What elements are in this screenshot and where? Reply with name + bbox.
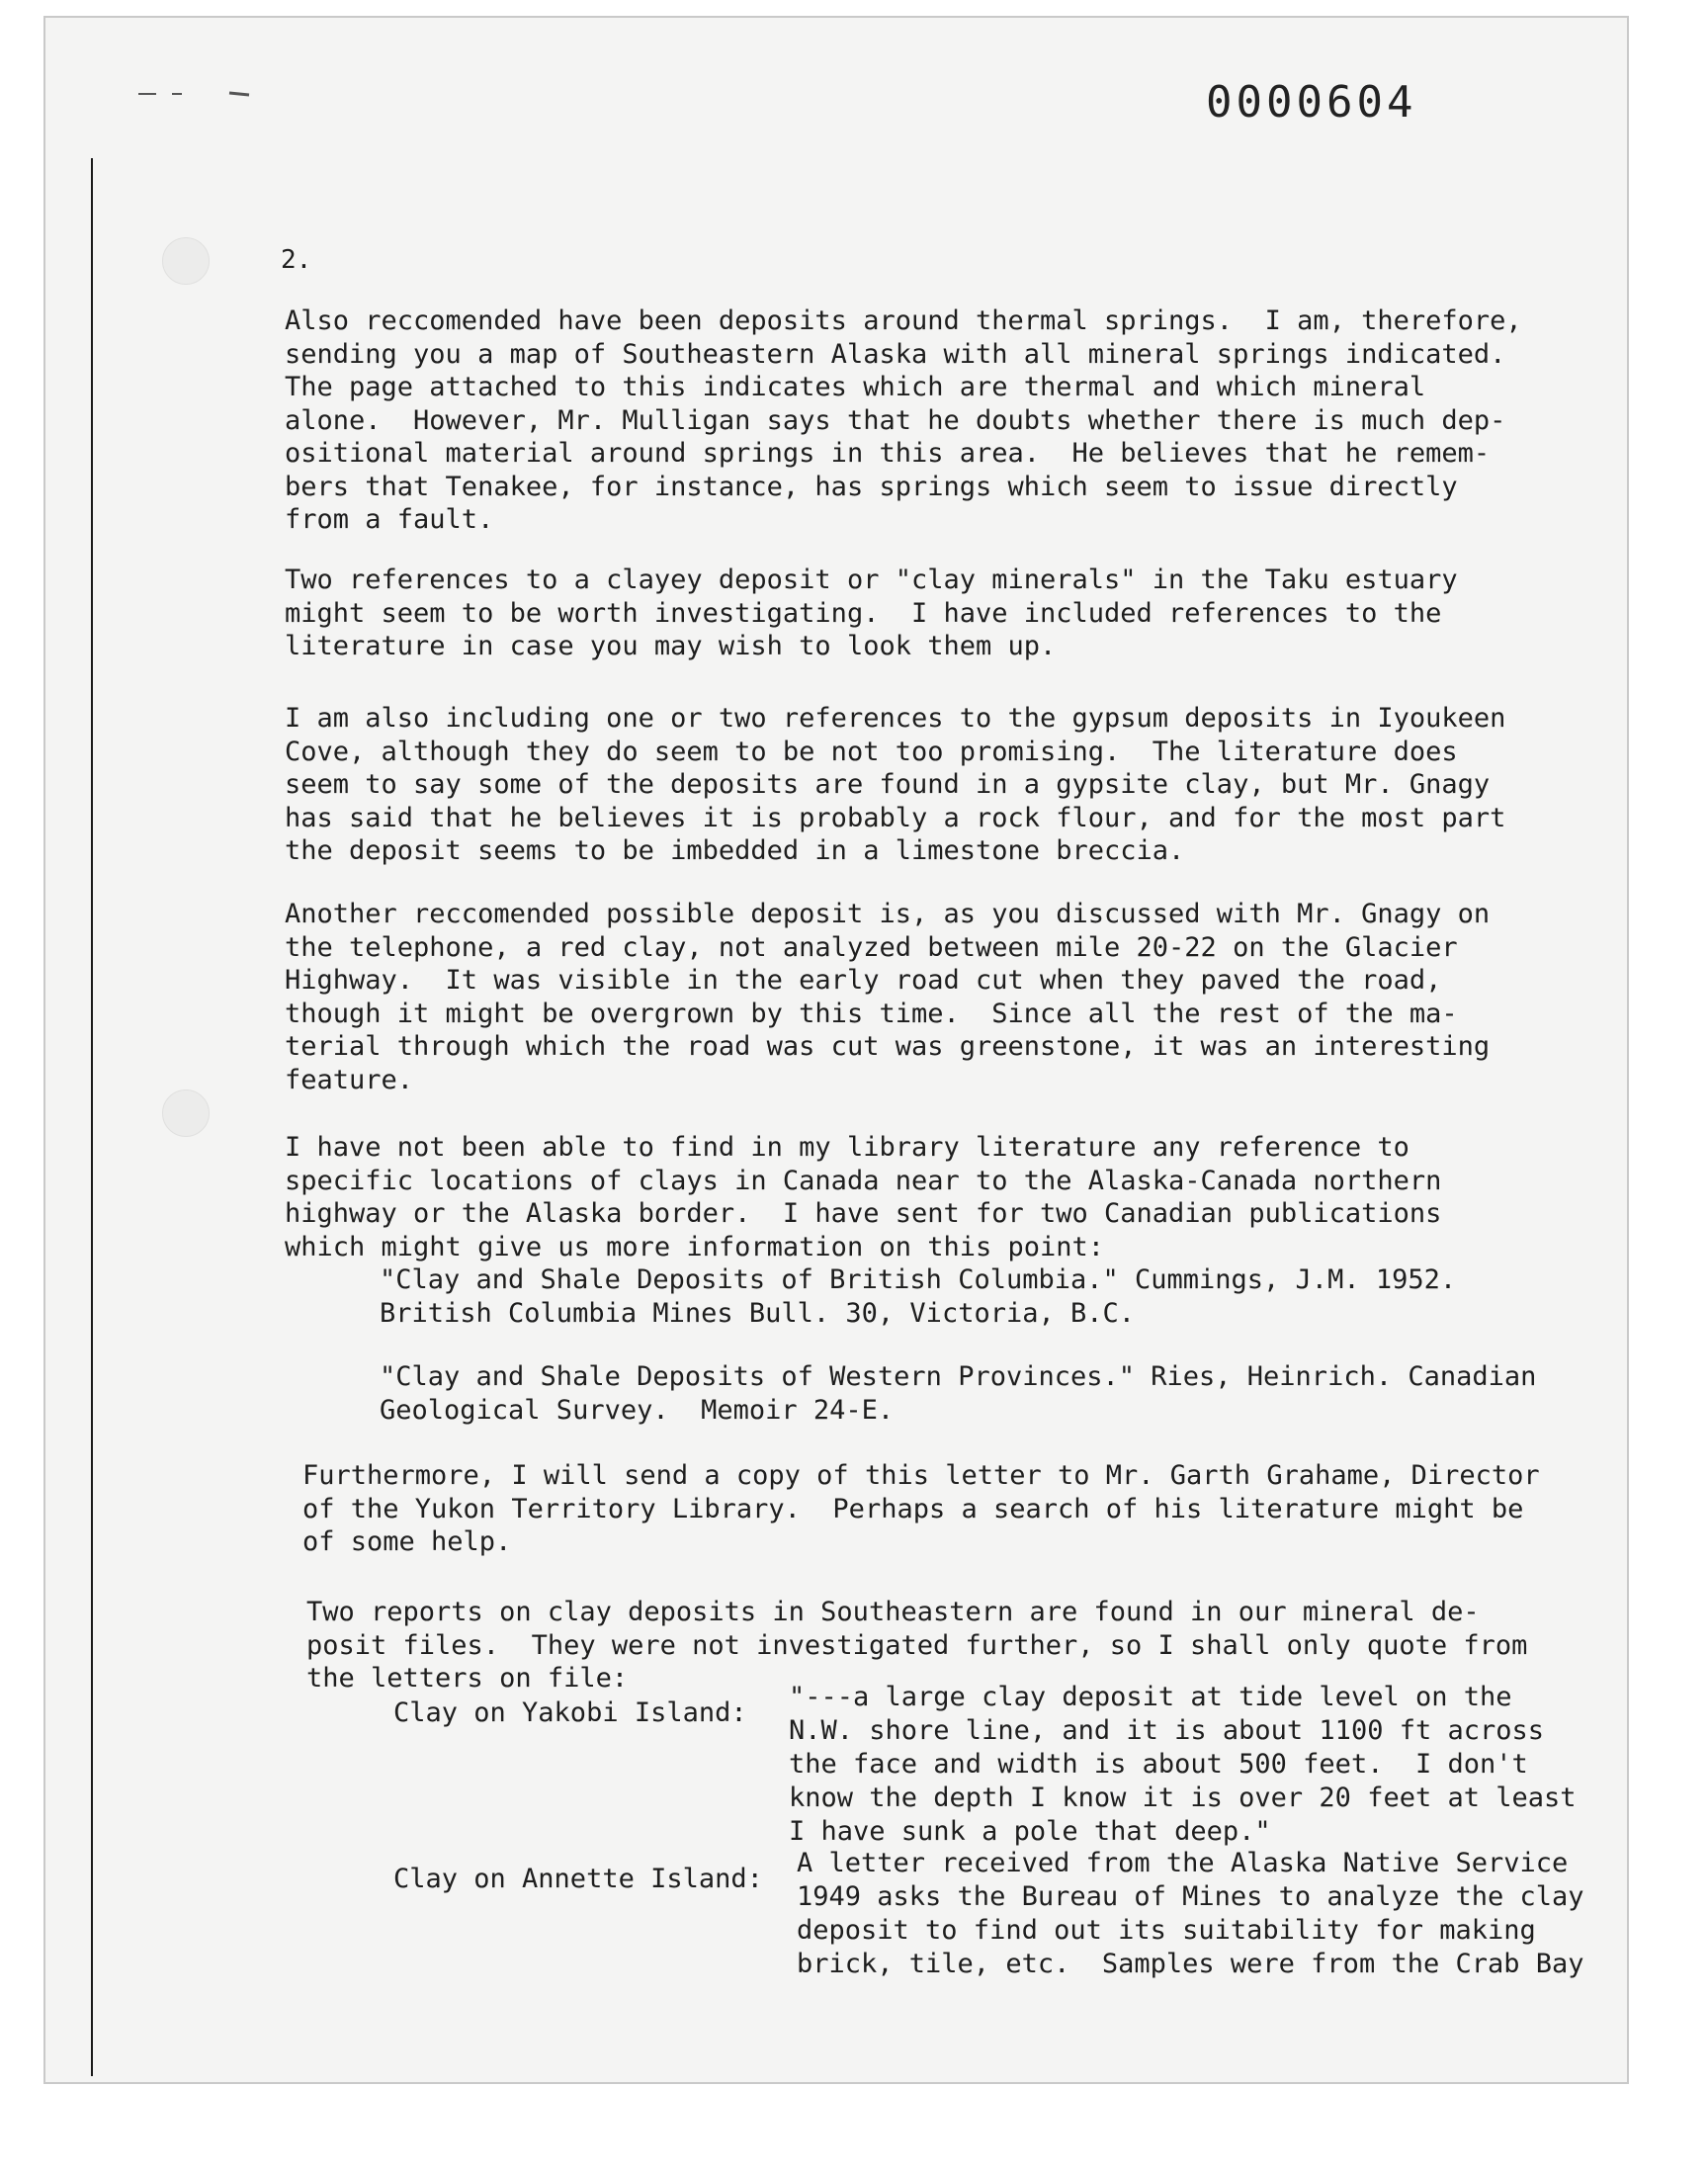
punch-hole-top [162, 237, 210, 285]
quote-text-annette: A letter received from the Alaska Native Service 1949 asks the Bureau of Mines to analyze the clay deposit to find out its suitability for making brick, tile, etc. Samples were from the Crab Bay [797, 1848, 1584, 1979]
punch-hole-middle [162, 1089, 210, 1137]
citation-western-provinces: "Clay and Shale Deposits of Western Provinces." Ries, Heinrich. Canadian Geological Survey. Memoir 24-E. [380, 1361, 1537, 1426]
page-number: 2. [281, 245, 312, 275]
paragraph-yukon-library: Furthermore, I will send a copy of this letter to Mr. Garth Grahame, Director of the Yukon Territory Library. Perhaps a search of his literature might be of some help. [302, 1460, 1540, 1557]
paragraph-thermal-springs: Also reccomended have been deposits around thermal springs. I am, therefore, sending you a map of Southeastern Alaska with all mineral springs indicated. The page attached to this indicates which are thermal and which mineral alone. However, Mr. Mulligan says that he doubts whether there is much dep- ositional material around springs in this area. He believes that he remem- bers that Tenakee, for instance, has springs which seem to issue directly from a fault. [285, 305, 1522, 535]
quote-label-annette: Clay on Annette Island: [393, 1864, 763, 1894]
paragraph-red-clay: Another reccomended possible deposit is, as you discussed with Mr. Gnagy on the telephone, a red clay, not analyzed between mile 20-22 on the Glacier Highway. It was visible in the early road cut when they paved the road, though it might be overgrown by this time. Since all the rest of the ma- terial through which the road was cut was greenstone, it was an interesting feature. [285, 899, 1491, 1095]
left-margin-rule [91, 158, 93, 2076]
paragraph-taku-estuary: Two references to a clayey deposit or "clay minerals" in the Taku estuary might seem to be worth investigating. I have included references to the literature in case you may wish to look them up. [285, 565, 1458, 661]
paragraph-canadian-clays: I have not been able to find in my library literature any reference to specific locations of clays in Canada near to the Alaska-Canada northern highway or the Alaska border. I have sent for two Canadian publications which might give us more information on this point: [285, 1132, 1442, 1262]
citation-british-columbia: "Clay and Shale Deposits of British Columbia." Cummings, J.M. 1952. British Columbia Mines Bull. 30, Victoria, B.C. [380, 1264, 1457, 1329]
document-number: 0000604 [1206, 77, 1417, 128]
quote-label-yakobi: Clay on Yakobi Island: [393, 1697, 747, 1728]
scan-specks [138, 91, 257, 97]
paragraph-clay-reports: Two reports on clay deposits in Southeastern are found in our mineral de- posit files. They were not investigated further, so I shall only quote from the letters on file: [306, 1597, 1528, 1694]
quote-text-yakobi: "---a large clay deposit at tide level on the N.W. shore line, and it is about 1100 ft across the face and width is about 500 feet. I don't know the depth I know it is over 20 feet at least I have sunk a pole that deep." [789, 1682, 1577, 1847]
paragraph-gypsum-deposits: I am also including one or two references to the gypsum deposits in Iyoukeen Cove, although they do seem to be not too promising. The literature does seem to say some of the deposits are found in a gypsite clay, but Mr. Gnagy has said that he believes it is probably a rock flour, and for the most part the deposit seems to be imbedded in a limestone breccia. [285, 703, 1506, 866]
